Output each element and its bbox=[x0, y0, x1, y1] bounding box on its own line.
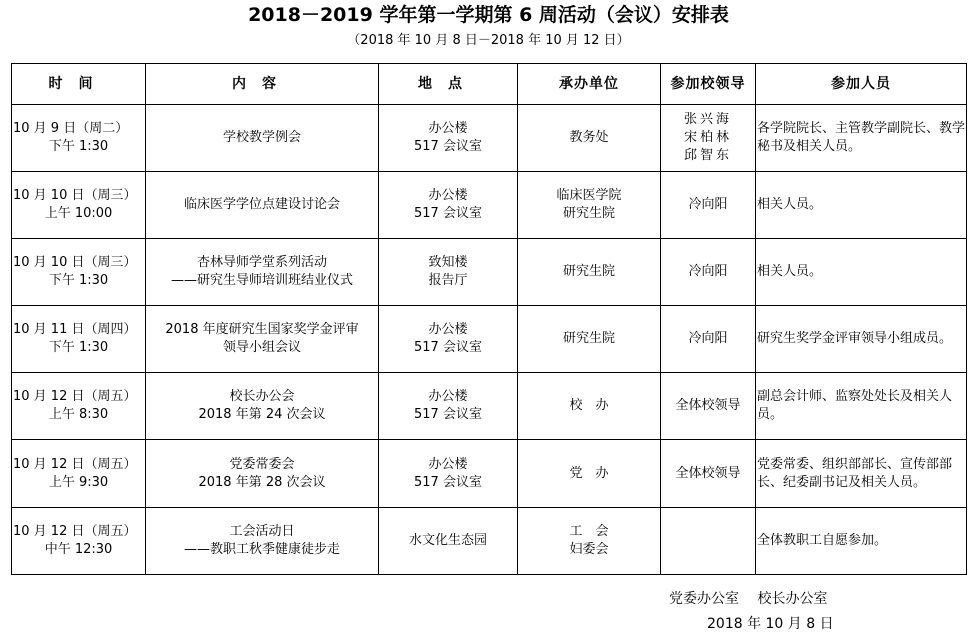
participants-text: 相关人员。 bbox=[757, 264, 823, 279]
schedule-body bbox=[12, 105, 967, 575]
table-row bbox=[12, 440, 967, 508]
location-building: 办公楼 bbox=[428, 389, 468, 404]
event-time: 下午 1:30 bbox=[48, 139, 109, 154]
event-date: 10 月 12 日（周五） bbox=[13, 456, 137, 472]
issue-date: 2018 年 10 月 8 日 bbox=[707, 616, 834, 632]
organizer-name-secondary: 研究生院 bbox=[562, 206, 615, 221]
participants-text: 研究生奖学金评审领导小组成员。 bbox=[757, 331, 953, 346]
location-cell bbox=[379, 239, 518, 306]
location-building: 水文化生态园 bbox=[408, 533, 487, 548]
organizer-name: 研究生院 bbox=[562, 264, 615, 279]
event-title: 2018 年度研究生国家奖学金评审 bbox=[165, 322, 359, 337]
table-row bbox=[12, 105, 967, 172]
table-row bbox=[12, 306, 967, 373]
leader-name: 邱智东 bbox=[683, 148, 732, 163]
time-cell bbox=[12, 239, 146, 306]
participants-text: 全体教职工自愿参加。 bbox=[757, 533, 888, 548]
schedule-table bbox=[11, 63, 967, 575]
header-time: 时间 bbox=[12, 64, 146, 105]
organizer-cell bbox=[518, 105, 661, 172]
organizer-cell bbox=[518, 373, 661, 440]
content-cell bbox=[146, 239, 379, 306]
location-cell bbox=[379, 172, 518, 239]
participants-cell bbox=[756, 105, 967, 172]
organizer-cell bbox=[518, 239, 661, 306]
participants-text: 各学院院长、主管教学副院长、教学秘书及相关人员。 bbox=[757, 121, 966, 154]
event-subtitle: ——研究生导师培训班结业仪式 bbox=[170, 273, 353, 288]
event-date: 10 月 10 日（周三） bbox=[13, 255, 137, 270]
event-time: 中午 12:30 bbox=[44, 542, 113, 557]
location-building: 办公楼 bbox=[428, 322, 468, 337]
event-title: 学校教学例会 bbox=[222, 130, 301, 145]
event-subtitle: 2018 年第 28 次会议 bbox=[198, 474, 326, 490]
content-cell bbox=[146, 508, 379, 575]
organizer-name: 研究生院 bbox=[562, 331, 615, 346]
event-time: 上午 9:30 bbox=[48, 474, 109, 490]
leader-name: 全体校领导 bbox=[675, 398, 741, 413]
location-room: 517 会议室 bbox=[414, 139, 482, 154]
event-date: 10 月 11 日（周四） bbox=[13, 322, 137, 337]
event-date: 10 月 10 日（周三） bbox=[13, 188, 137, 203]
event-time: 下午 1:30 bbox=[48, 273, 109, 288]
location-room: 517 会议室 bbox=[414, 340, 482, 355]
organizer-name: 校 办 bbox=[569, 398, 609, 413]
leaders-cell bbox=[661, 440, 756, 508]
header-location: 地点 bbox=[379, 64, 518, 105]
event-time: 上午 10:00 bbox=[44, 206, 113, 221]
participants-cell bbox=[756, 373, 967, 440]
event-title: 党委常委会 bbox=[229, 456, 295, 472]
participants-text: 党委常委、组织部部长、宣传部部长、纪委副书记及相关人员。 bbox=[757, 456, 953, 490]
participants-text: 相关人员。 bbox=[757, 197, 823, 212]
event-title: 杏林导师学堂系列活动 bbox=[196, 255, 327, 270]
leaders-cell bbox=[661, 508, 756, 575]
location-building: 办公楼 bbox=[428, 456, 468, 472]
organizer-name: 工 会 bbox=[569, 524, 609, 539]
participants-cell bbox=[756, 172, 967, 239]
location-cell bbox=[379, 373, 518, 440]
participants-cell bbox=[756, 440, 967, 508]
leader-name: 冷向阳 bbox=[688, 197, 728, 212]
organizer-cell bbox=[518, 508, 661, 575]
time-cell bbox=[12, 373, 146, 440]
header-content: 内容 bbox=[146, 64, 379, 105]
leaders-cell bbox=[661, 373, 756, 440]
content-cell bbox=[146, 306, 379, 373]
organizer-name: 党 办 bbox=[569, 465, 609, 481]
table-row bbox=[12, 239, 967, 306]
event-title: 校长办公会 bbox=[229, 389, 295, 404]
event-title: 临床医学学位点建设讨论会 bbox=[183, 197, 340, 212]
location-room: 517 会议室 bbox=[414, 206, 482, 221]
document-title: 2018－2019 学年第一学期第 6 周活动（会议）安排表 bbox=[248, 4, 729, 26]
event-title: 工会活动日 bbox=[229, 524, 295, 539]
time-cell bbox=[12, 105, 146, 172]
content-cell bbox=[146, 172, 379, 239]
participants-text: 副总会计师、监察处处长及相关人员。 bbox=[757, 389, 953, 422]
header-organizer: 承办单位 bbox=[518, 64, 661, 105]
time-cell bbox=[12, 508, 146, 575]
table-row bbox=[12, 373, 967, 440]
content-cell bbox=[146, 105, 379, 172]
location-building: 办公楼 bbox=[428, 121, 468, 136]
event-date: 10 月 12 日（周五） bbox=[13, 389, 137, 404]
header-participants: 参加人员 bbox=[756, 64, 967, 105]
organizer-name: 教务处 bbox=[569, 130, 609, 145]
location-room: 517 会议室 bbox=[414, 407, 482, 422]
document-date-range: （2018 年 10 月 8 日－2018 年 10 月 12 日） bbox=[347, 33, 630, 48]
time-cell bbox=[12, 172, 146, 239]
location-room: 报告厅 bbox=[428, 273, 468, 288]
leader-name: 宋柏林 bbox=[683, 130, 732, 145]
leader-name: 张兴海 bbox=[683, 112, 732, 127]
participants-cell bbox=[756, 508, 967, 575]
time-cell bbox=[12, 440, 146, 508]
participants-cell bbox=[756, 239, 967, 306]
organizer-cell bbox=[518, 440, 661, 508]
event-time: 下午 1:30 bbox=[48, 340, 109, 355]
participants-cell bbox=[756, 306, 967, 373]
event-date: 10 月 9 日（周二） bbox=[13, 121, 129, 136]
location-cell bbox=[379, 105, 518, 172]
issuing-offices: 党委办公室 校长办公室 bbox=[669, 591, 828, 607]
location-cell bbox=[379, 440, 518, 508]
leaders-cell bbox=[661, 239, 756, 306]
leader-name: 冷向阳 bbox=[688, 264, 728, 279]
header-leaders: 参加校领导 bbox=[661, 64, 756, 105]
leader-name: 全体校领导 bbox=[675, 465, 741, 481]
leaders-cell bbox=[661, 172, 756, 239]
location-building: 致知楼 bbox=[428, 255, 468, 270]
organizer-name-secondary: 妇委会 bbox=[569, 542, 609, 557]
location-room: 517 会议室 bbox=[414, 474, 482, 490]
organizer-name: 临床医学院 bbox=[556, 188, 622, 203]
location-building: 办公楼 bbox=[428, 188, 468, 203]
location-cell bbox=[379, 306, 518, 373]
leaders-cell bbox=[661, 306, 756, 373]
content-cell bbox=[146, 373, 379, 440]
table-row bbox=[12, 172, 967, 239]
event-time: 上午 8:30 bbox=[48, 407, 109, 422]
leaders-cell bbox=[661, 105, 756, 172]
table-header-row bbox=[12, 64, 967, 105]
event-date: 10 月 12 日（周五） bbox=[13, 524, 137, 539]
leader-name: 冷向阳 bbox=[688, 331, 728, 346]
table-row bbox=[12, 508, 967, 575]
event-subtitle: 领导小组会议 bbox=[222, 340, 301, 355]
event-subtitle: ——教职工秋季健康徒步走 bbox=[183, 542, 340, 557]
location-cell bbox=[379, 508, 518, 575]
time-cell bbox=[12, 306, 146, 373]
organizer-cell bbox=[518, 306, 661, 373]
event-subtitle: 2018 年第 24 次会议 bbox=[198, 407, 326, 422]
organizer-cell bbox=[518, 172, 661, 239]
content-cell bbox=[146, 440, 379, 508]
